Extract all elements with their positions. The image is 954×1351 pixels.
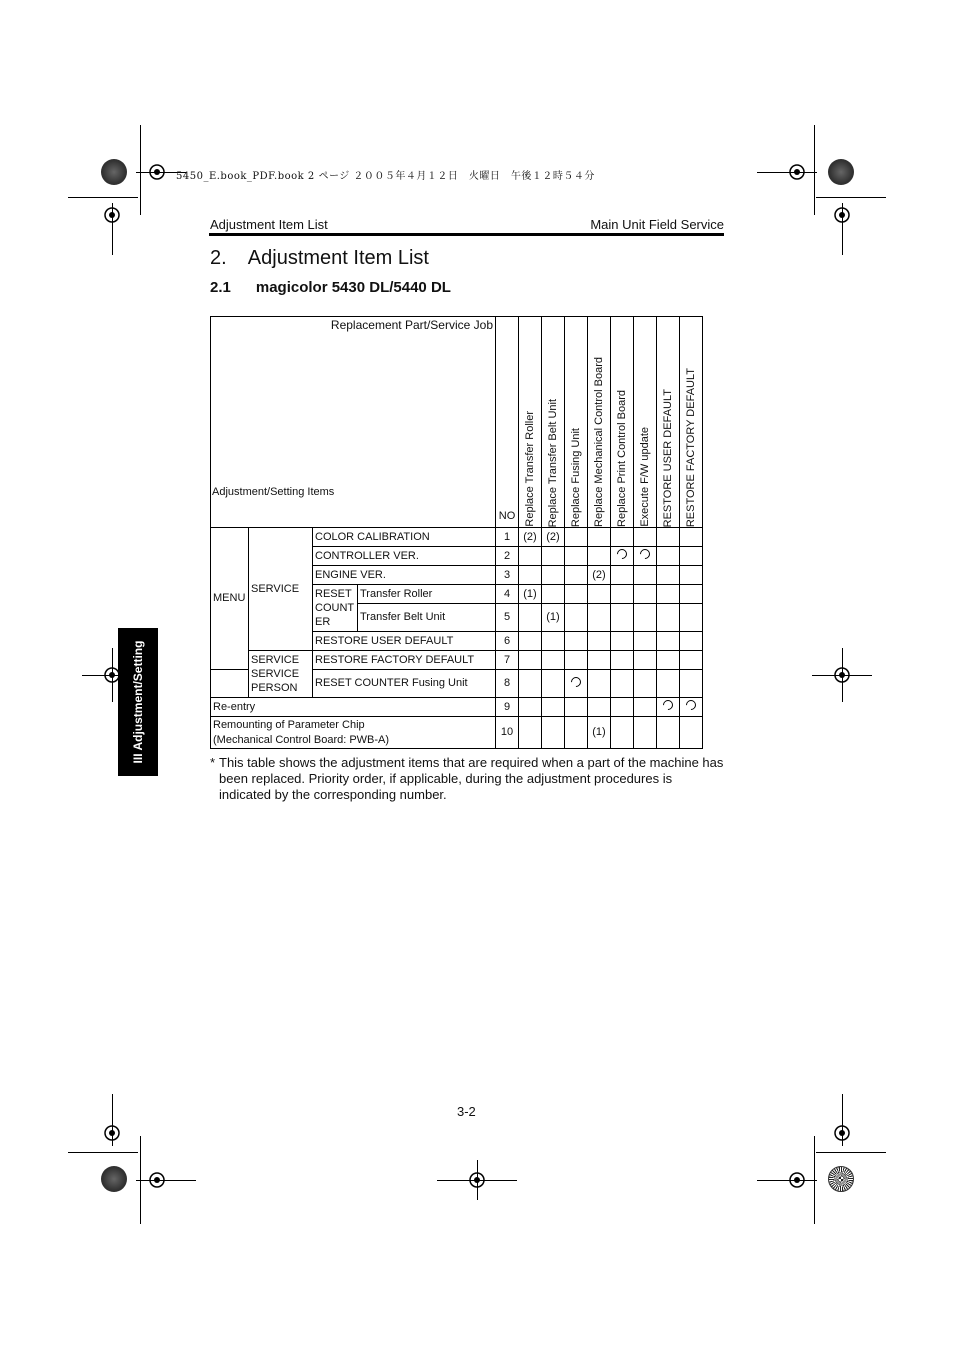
table-cell [519,651,542,670]
table-cell [542,670,565,698]
table-cell [565,717,588,749]
table-cell [588,604,611,632]
table-cell [565,651,588,670]
table-cell [634,604,657,632]
table-cell [542,698,565,717]
table-cell [588,528,611,547]
corner-bottom-label: Adjustment/Setting Items [212,486,335,498]
table-row [211,698,703,717]
table-cell [519,632,542,651]
table-row [211,528,703,547]
row-number: 10 [496,717,519,749]
item-label: RESTORE USER DEFAULT [313,632,496,651]
table-cell [542,651,565,670]
table-cell [519,566,542,585]
no-header: NO [496,317,519,528]
table-cell [680,547,703,566]
row-number: 3 [496,566,519,585]
table-cell [680,604,703,632]
table-cell [634,528,657,547]
item-label: Transfer Roller [358,585,496,604]
table-cell [634,632,657,651]
table-cell [657,651,680,670]
row-number: 5 [496,604,519,632]
column-header: Replace Mechanical Control Board [588,317,611,528]
column-header: Replace Fusing Unit [565,317,588,528]
item-label: COLOR CALIBRATION [313,528,496,547]
column-header: Replace Transfer Roller [519,317,542,528]
group-reset-counter: RESET COUNT ER [313,585,358,632]
table-cell [634,651,657,670]
corner-top-label: Replacement Part/Service Job [330,318,493,332]
circle-mark-icon [569,674,583,688]
table-row [211,651,703,670]
table-cell [634,698,657,717]
table-cell [680,651,703,670]
table-cell [542,585,565,604]
item-label: RESET COUNTER Fusing Unit [313,670,496,698]
group-service-person: SERVICE SERVICE PERSON [249,651,313,698]
table-cell [611,604,634,632]
header-left: Adjustment Item List [210,217,328,232]
column-header: Replace Print Control Board [611,317,634,528]
item-label: ENGINE VER. [313,566,496,585]
table-cell [565,670,588,698]
chapter-side-tab-label: III Adjustment/Setting [131,640,145,764]
table-cell [565,528,588,547]
table-cell: (2) [519,528,542,547]
table-cell [634,585,657,604]
table-cell [680,670,703,698]
table-cell [565,604,588,632]
group-service: SERVICE [249,528,313,651]
table-cell [519,547,542,566]
header-right: Main Unit Field Service [590,217,724,232]
table-cell [611,547,634,566]
file-info: 5450_E.book_PDF.book 2 ページ ２００５年４月１２日 火曜日 午後１２時５４分 [176,171,595,182]
table-cell [565,698,588,717]
table-cell: (1) [519,585,542,604]
table-cell [657,528,680,547]
table-cell [680,698,703,717]
table-cell [588,632,611,651]
table-cell: (2) [542,528,565,547]
row-number: 7 [496,651,519,670]
table-cell: (1) [542,604,565,632]
row-number: 9 [496,698,519,717]
item-label [211,717,496,749]
table-cell [542,547,565,566]
table-cell [611,585,634,604]
table-cell [519,717,542,749]
circle-mark-icon [684,698,698,712]
table-cell [542,717,565,749]
table-cell [588,547,611,566]
table-cell [588,670,611,698]
column-header: Execute F/W update [634,317,657,528]
item-label: Re-entry [211,698,496,717]
row-number: 6 [496,632,519,651]
table-cell [657,717,680,749]
table-cell [657,547,680,566]
column-header: RESTORE USER DEFAULT [657,317,680,528]
table-cell [611,670,634,698]
item-label-line2: (Mechanical Control Board: PWB-A) [213,733,390,746]
row-number: 2 [496,547,519,566]
table-cell [680,632,703,651]
table-cell [657,698,680,717]
table-cell [634,547,657,566]
table-cell [542,566,565,585]
table-cell [680,717,703,749]
table-cell [588,651,611,670]
table-cell [519,604,542,632]
table-cell [611,651,634,670]
table-cell [588,698,611,717]
table-cell [542,632,565,651]
table-cell [657,670,680,698]
table-cell [657,585,680,604]
adjustment-table [210,316,703,749]
column-header: RESTORE FACTORY DEFAULT [680,317,703,528]
table-cell [588,585,611,604]
row-number: 8 [496,670,519,698]
chapter-side-tab [118,628,158,776]
row-number: 1 [496,528,519,547]
footnote-text: This table shows the adjustment items that are required when a part of the machine has been replaced. Priority order, if applicable, during the adjustment procedures is indicated by the corresponding number. [219,755,724,802]
table-cell [680,528,703,547]
table-cell: (2) [588,566,611,585]
circle-mark-icon [615,547,629,561]
circle-mark-icon [661,698,675,712]
table-cell [565,585,588,604]
circle-mark-icon [638,547,652,561]
table-cell [657,632,680,651]
row-number: 4 [496,585,519,604]
table-cell [611,632,634,651]
table-footnote [210,755,726,803]
table-cell [519,698,542,717]
table-cell [611,528,634,547]
group-menu: MENU [211,528,249,670]
table-cell [634,717,657,749]
table-cell [680,566,703,585]
item-label-line1: Remounting of Parameter Chip [213,718,365,731]
table-cell [634,670,657,698]
menu-continuation [211,670,249,698]
item-label: Transfer Belt Unit [358,604,496,632]
table-cell: (1) [588,717,611,749]
table-row [211,717,703,749]
table-cell [611,566,634,585]
table-cell [611,717,634,749]
table-corner-cell [211,317,496,528]
table-cell [565,632,588,651]
table-cell [680,585,703,604]
section-subtitle: 2.1 magicolor 5430 DL/5440 DL [210,279,451,296]
column-header: Replace Transfer Belt Unit [542,317,565,528]
table-cell [519,670,542,698]
item-label: CONTROLLER VER. [313,547,496,566]
footnote-asterisk: * [210,755,216,770]
table-cell [565,547,588,566]
table-cell [657,566,680,585]
item-label: RESTORE FACTORY DEFAULT [313,651,496,670]
table-cell [611,698,634,717]
page-title: 2. Adjustment Item List [210,247,429,269]
table-cell [657,604,680,632]
header-rule [209,233,724,236]
table-cell [565,566,588,585]
table-cell [634,566,657,585]
page-number: 3-2 [457,1104,476,1119]
